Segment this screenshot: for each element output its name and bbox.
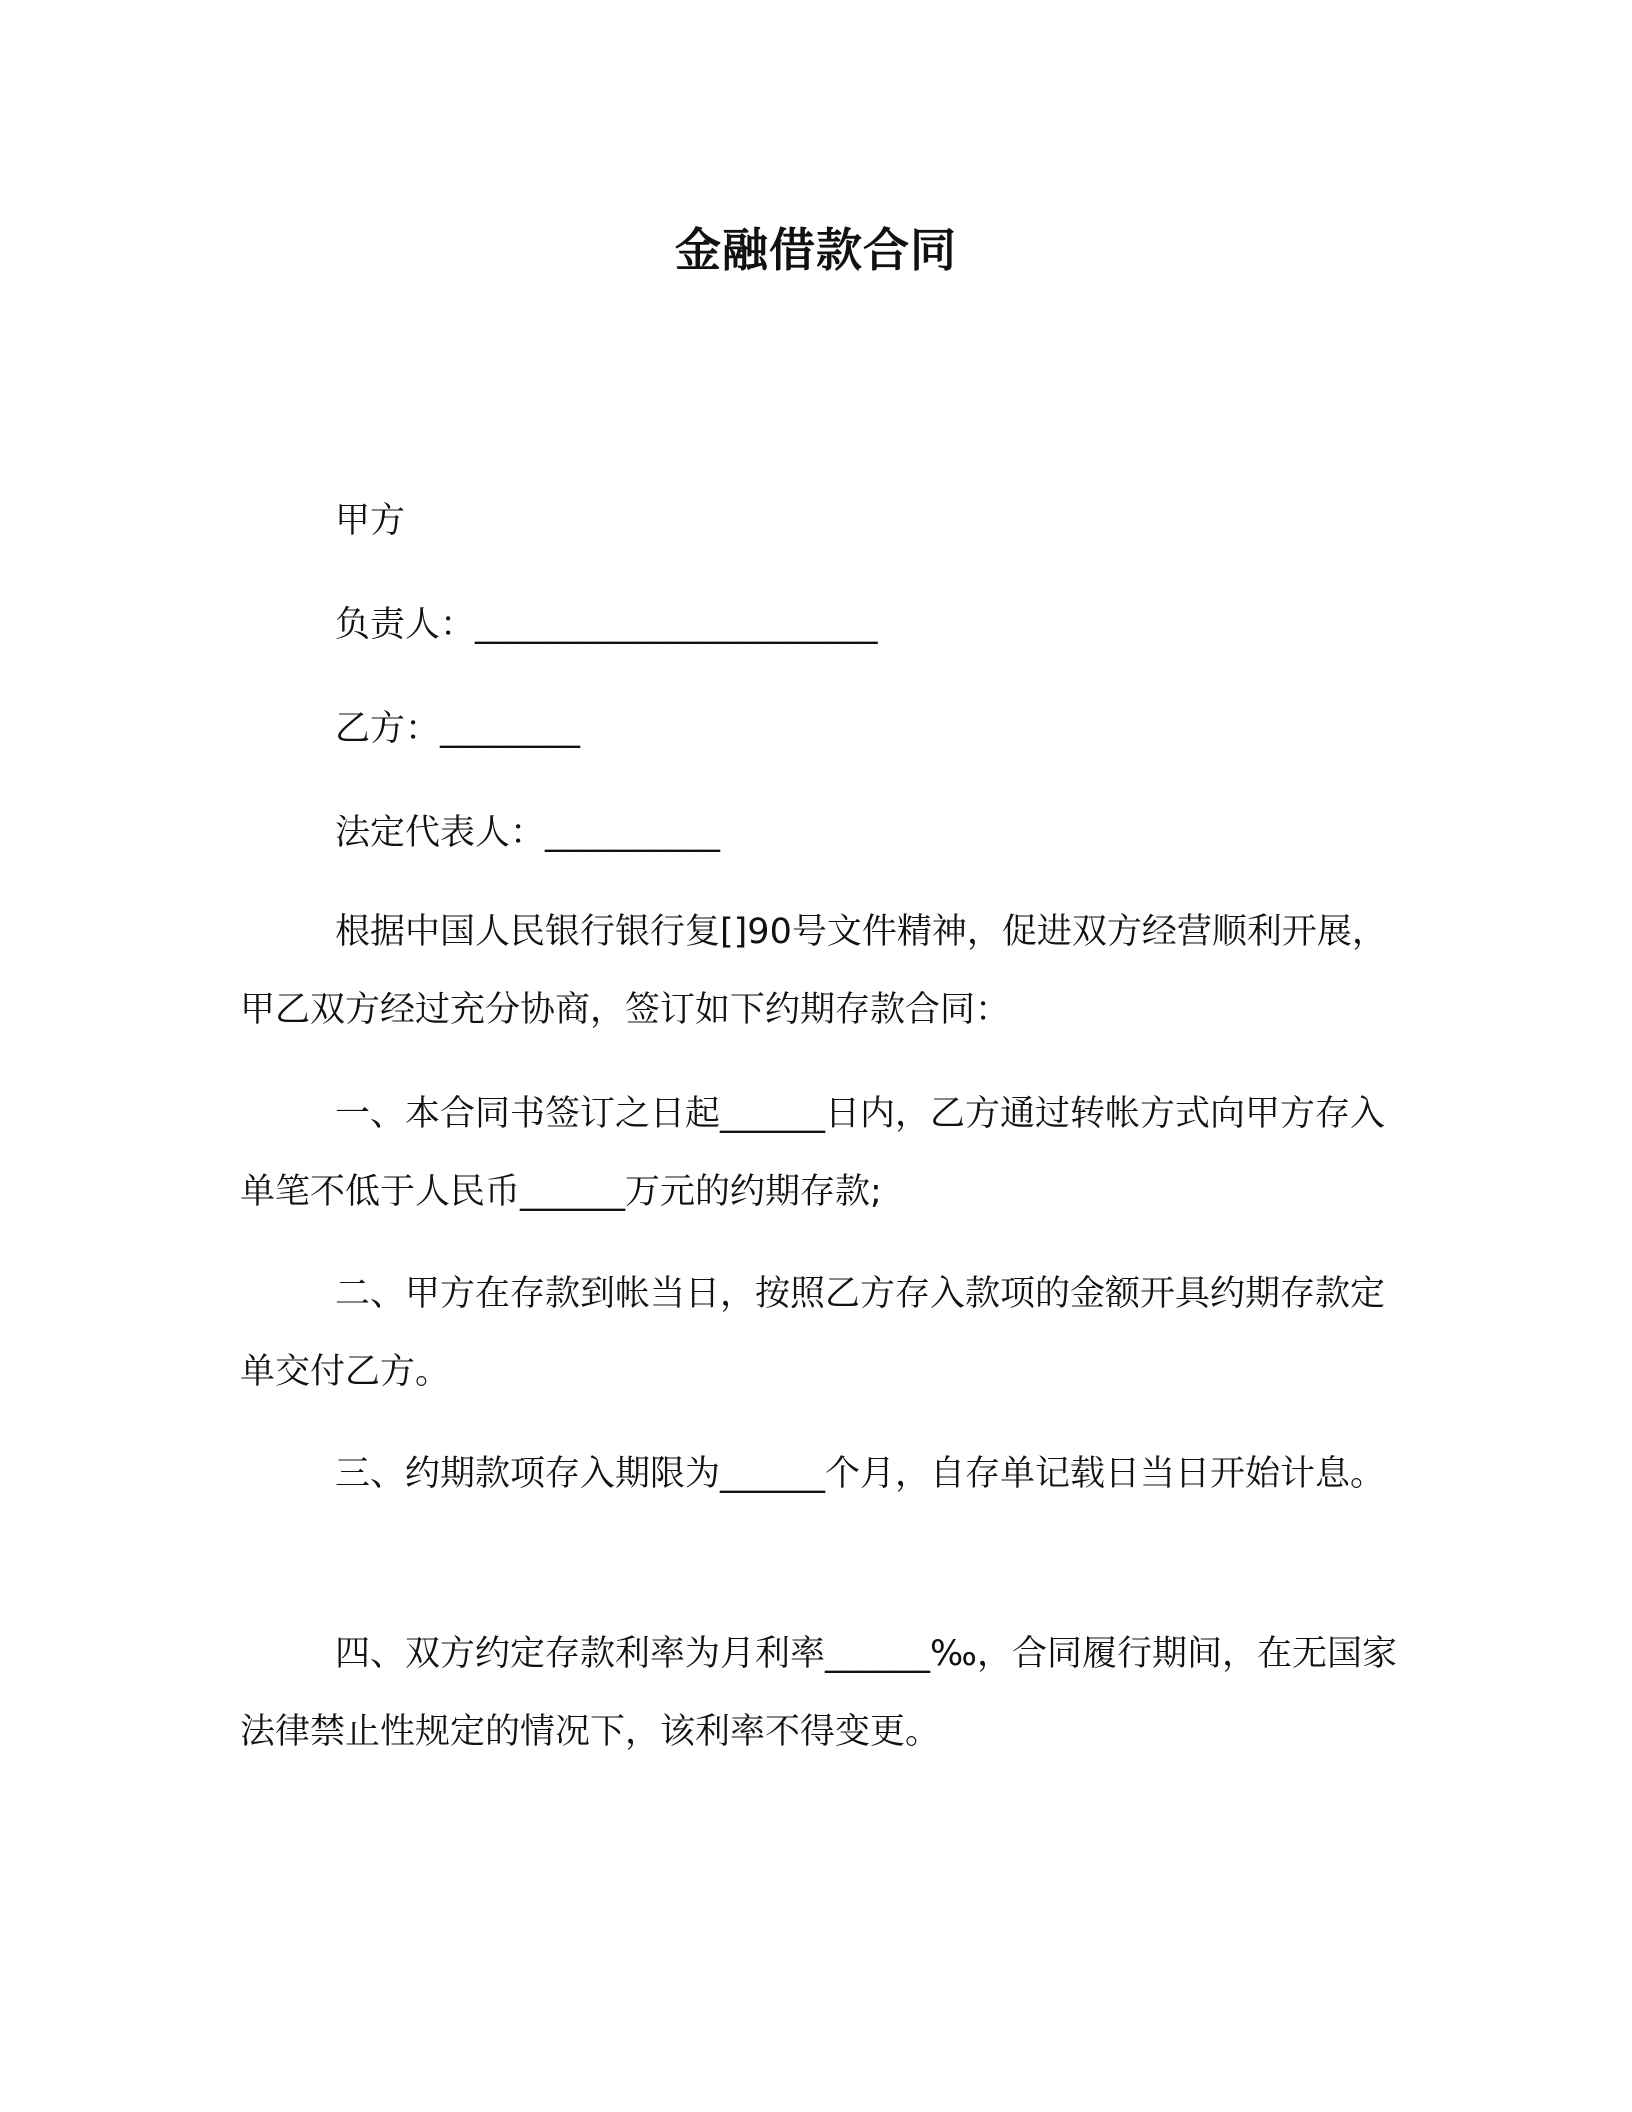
party-b-field: 乙方：________ [335, 709, 581, 749]
preamble-paragraph: 根据中国人民银行银行复[]90号文件精神，促进双方经营顺利开展，甲乙双方经过充分协商，签订如下约期存款合同： [240, 912, 1387, 1030]
clause-1-paragraph: 一、本合同书签订之日起______日内，乙方通过转帐方式向甲方存入单笔不低于人民币______万元的约期存款; [240, 1094, 1386, 1212]
legal-representative-field: 法定代表人：__________ [335, 813, 721, 853]
document-title: 金融借款合同 [675, 223, 957, 277]
clause-3-paragraph: 三、约期款项存入期限为______个月，自存单记载日当日开始计息。 [335, 1454, 1386, 1494]
party-a-label: 甲方 [335, 501, 406, 541]
clause-4-paragraph: 四、双方约定存款利率为月利率______‰，合同履行期间，在无国家法律禁止性规定的情况下，该利率不得变更。 [240, 1634, 1397, 1752]
clause-2-paragraph: 二、甲方在存款到帐当日，按照乙方存入款项的金额开具约期存款定单交付乙方。 [240, 1274, 1386, 1392]
person-in-charge-field: 负责人：_______________________ [335, 605, 878, 645]
